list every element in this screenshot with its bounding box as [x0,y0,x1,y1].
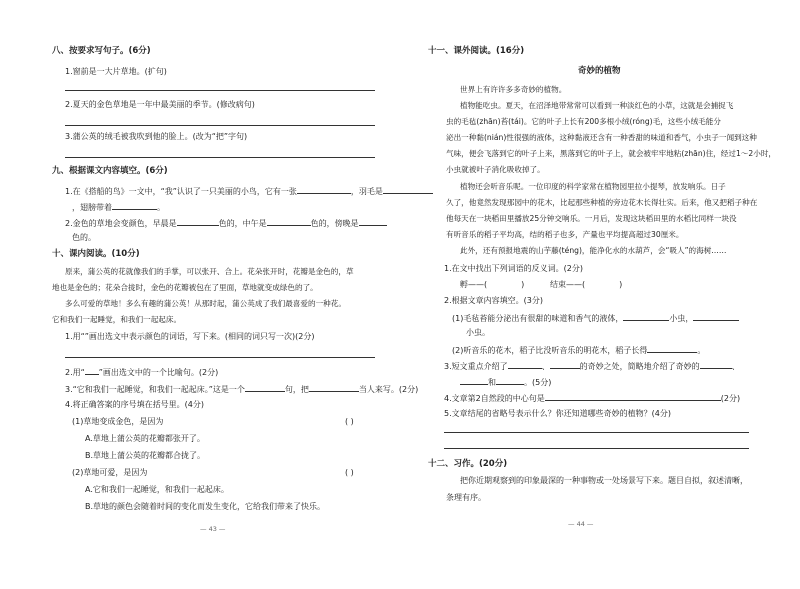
s9-question-2-line-1: 2.金色的草地会变颜色，早晨是 色的，中午是 色的，傍晚是 [65,218,387,228]
article-line: 久了，他竟然发现那园中的花木，比起那些种植的旁边花木长得壮实。后来，他又把稻子种在 [446,198,758,207]
section-9-heading: 九、根据课文内容填空。(6分) [52,166,168,176]
s10-question-2: 2.用“ ”画出选文中的一个比喻句。(2分) [65,368,219,377]
option-a: A.草地上蒲公英的花瓣都张开了。 [85,434,205,443]
fill-blank[interactable] [309,384,359,392]
option-b: B.草地上蒲公英的花瓣都合拢了。 [85,451,206,460]
section-12-heading: 十二、习作。(20分) [428,459,508,469]
answer-paren[interactable]: ( ) [345,468,354,477]
fill-blank[interactable] [460,377,488,385]
fill-blank[interactable] [359,218,387,226]
article-line: 虫的毛毡(zhān)苔(tái)。它的叶子上长有200多根小绒(róng)毛，这些小绒毛能分 [446,117,721,126]
s11-question-4: 4.文章第2自然段的中心句是 (2分) [444,394,741,403]
s11-question-5: 5.文章结尾的省略号表示什么？你还知道哪些奇妙的植物？(4分) [444,409,671,418]
article-line: 气味，便会飞落到它的叶子上来，黑落到它的叶子上，就会被牢牢地粘(zhān)住，经过1～2小时， [446,149,777,158]
s10-q4-2: (2)草地可爱，是因为 [72,468,148,477]
s12-prompt-line: 把你近期观察到的印象最深的一种事物或一处场景写下来。题目自拟，叙述清晰， [460,476,748,485]
answer-line[interactable] [65,125,375,126]
right-page [400,0,800,589]
s9-question-1-line-1: 1.在《搭船的鸟》一文中，“我”认识了一只美丽的小鸟，它有一张 ，羽毛是 [65,186,433,196]
article-line: 有听音乐的稻子平均高，结的稻子也多，产量也平均提高超过30厘米。 [446,230,684,239]
section-8-heading: 八、按要求写句子。(6分) [52,46,151,56]
fill-blank[interactable] [623,313,669,321]
s8-question-2: 2.夏天的金色草地是一年中最美丽的季节。(修改病句) [65,100,255,109]
fill-blank[interactable] [700,361,732,369]
s11-question-3-cont: 和 。(5分) [460,377,551,387]
s11-question-1: 1.在文中找出下列词语的反义词。(2分) [444,264,583,273]
article-line: 小虫就被叶子消化吸收掉了。 [446,165,545,174]
answer-line[interactable] [65,357,375,358]
article-line: 世界上有许许多多奇妙的植物。 [460,85,567,94]
fill-blank[interactable] [112,202,157,210]
s9-question-2-line-2: 色的。 [72,233,96,242]
s10-question-4: 4.将正确答案的序号填在括号里。(4分) [65,400,204,409]
fill-blank[interactable] [545,393,721,401]
answer-line[interactable] [444,448,749,449]
s10-passage-line: 地也是金色的；花朵合拢时，金色的花瓣被包在了里面，草地就变成绿色的了。 [52,283,318,292]
fill-blank[interactable] [245,384,285,392]
s9-question-1-line-2: ，翅膀带着 。 [72,203,165,212]
fill-blank[interactable] [647,345,697,353]
s10-q4-1: (1)草地变成金色，是因为 [72,417,164,426]
article-line: 植物能吃虫。夏天，在沼泽地带常常可以看到一种淡红色的小草，这就是会捕捉飞 [460,101,734,110]
answer-line[interactable] [65,90,375,91]
s11-question-2: 2.根据文章内容填空。(3分) [444,296,543,305]
s10-passage-line: 它和我们一起睡觉，和我们一起起床。 [52,315,182,324]
s11-question-3: 3.短文重点介绍了 、 的奇妙之处，简略地介绍了奇妙的 、 [444,362,740,371]
article-line: 他每天在一块稻田里播放25分钟交响乐。一月后，发现这块稻田里的水稻比同样一块没 [446,214,737,223]
fill-blank[interactable] [496,377,524,385]
fill-blank[interactable] [297,186,351,194]
fill-blank[interactable] [693,313,739,321]
fill-blank[interactable] [85,367,99,375]
s11-q2-1-cont: 小虫。 [466,328,490,337]
option-a: A.它和我们一起睡觉，和我们一起起床。 [85,485,229,494]
s11-q2-2: (2)听音乐的花木，稻子比没听音乐的明花木，稻子长得 。 [452,346,706,355]
answer-line[interactable] [65,157,375,158]
s10-passage-line: 多么可爱的草地！多么有趣的蒲公英！从那时起，蒲公英成了我们最喜爱的一种花。 [65,299,346,308]
fill-blank[interactable] [508,361,542,369]
page-number: — 44 — [568,520,594,528]
answer-paren[interactable]: ( ) [345,417,354,426]
s8-question-3: 3.蒲公英的绒毛被我吹到他的脸上。(改为“把”字句) [65,132,248,141]
article-line: 此外，还有预报地震的山芋藤(téng)，能净化水的水葫芦，会“吸人”的海树…… [460,246,727,255]
fill-blank[interactable] [550,361,580,369]
s10-question-3: 3.“它和我们一起睡觉，和我们一起起床。”这是一个 句，把 当人来写。(2分) [65,385,419,394]
antonym-1: 孵——( ) [460,280,525,289]
answer-line[interactable] [444,432,749,433]
antonym-2: 结束——( ) [550,280,623,289]
s12-prompt-line: 条理有序。 [446,493,486,502]
article-line: 泌出一种黏(nián)性很强的液体，这种黏液还含有一种香甜的味道和香气，小虫子一闻到这种 [446,133,757,142]
article-line: 植物还会听音乐呢。一位印度的科学家常在植物园里拉小提琴，放发响乐。日子 [460,182,726,191]
article-title: 奇妙的植物 [578,66,621,76]
s10-passage-line: 原来，蒲公英的花就像我们的手掌，可以张开、合上。花朵张开时，花瓣是金色的，草 [65,267,354,276]
s10-question-1: 1.用“”画出选文中表示颜色的词语，写下来。(相同的词只写一次)(2分) [65,332,315,341]
page-number: — 43 — [200,525,226,533]
fill-blank[interactable] [267,218,311,226]
s11-q2-1: (1)毛毡苔能分泌出有很甜的味道和香气的液体， 小虫， [452,313,739,323]
section-10-heading: 十、课内阅读。(10分) [52,249,140,259]
section-11-heading: 十一、课外阅读。(16分) [428,46,525,56]
option-b: B.草地的颜色会随着时间的变化而发生变化，它给我们带来了快乐。 [85,502,326,511]
fill-blank[interactable] [177,218,219,226]
s8-question-1: 1.窗前是一大片草地。(扩句) [65,67,167,76]
